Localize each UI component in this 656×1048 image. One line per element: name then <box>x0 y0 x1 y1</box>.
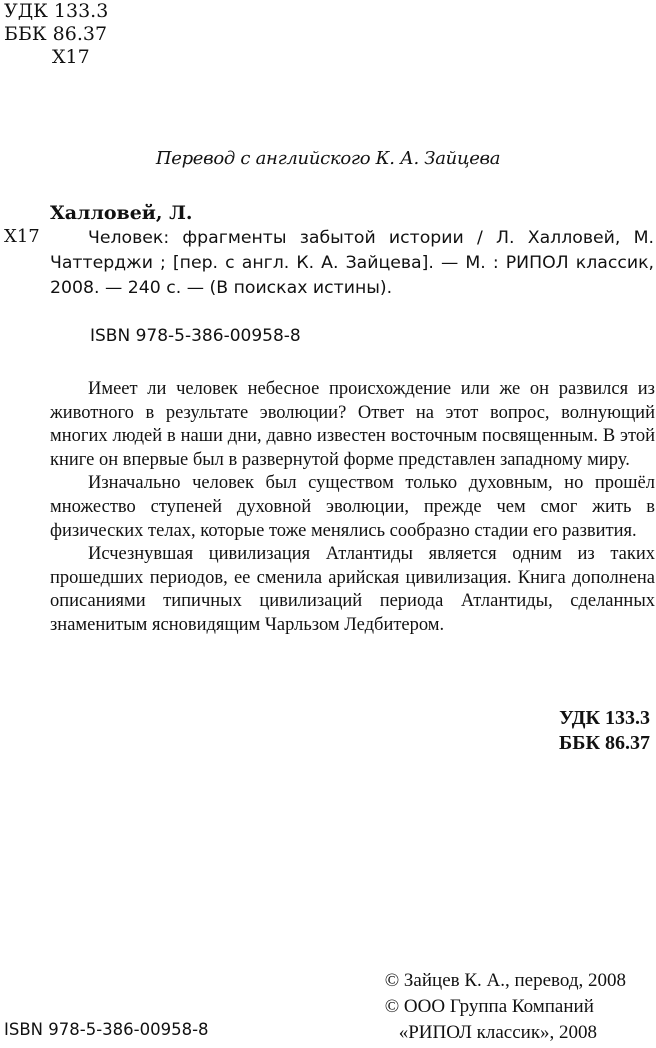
copyright-line: © ООО Группа Компаний <box>384 996 594 1017</box>
copyright-block <box>385 968 626 1046</box>
copyright-line: «РИПОЛ классик», 2008 <box>398 1022 598 1043</box>
abstract-paragraph: Изначально человек был существом только духовным, но прошёл множество ступеней духовной эволюции, прежде чем смог жить в физических телах, которые тоже менялись сообразно стадии его развития. <box>50 473 655 541</box>
isbn-record: ISBN 978-5-386-00958-8 <box>90 326 301 346</box>
abstract-paragraph: Исчезнувшая цивилизация Атлантиды является одним из таких прошедших периодов, ее сменила арийская цивилизация. Книга дополнена описаниями типичных цивилизаций периода Атлантиды, сделанных знаменитым ясновидящим Чарльзом Ледбитером. <box>50 544 655 635</box>
bibliographic-description <box>50 226 654 301</box>
classification-codes <box>559 706 650 756</box>
isbn-footer: ISBN 978-5-386-00958-8 <box>4 1020 209 1039</box>
author-heading: Халловей, Л. <box>50 202 193 224</box>
description-text: Человек: фрагменты забытой истории / Л. Халловей, М. Чаттерджи ; [пер. с англ. К. А. Зайцева]. — М. : РИПОЛ классик, 2008. — 240 с. — (В поисках истины). <box>50 228 654 298</box>
bbk-code-top: ББК 86.37 <box>4 23 108 45</box>
author-mark-top: Х17 <box>52 46 90 68</box>
abstract <box>50 378 655 638</box>
udk-code: УДК 133.3 <box>559 707 650 729</box>
translator-note: Перевод с английского К. А. Зайцева <box>155 148 501 169</box>
abstract-paragraph: Имеет ли человек небесное происхождение или же он развился из животного в результате эволюции? Ответ на этот вопрос, волнующий многих людей в наши дни, давно известен восточным посвященным. В этой книге он впервые был в развернутой форме представлен западному миру. <box>50 379 655 470</box>
copyright-line: © Зайцев К. А., перевод, 2008 <box>384 970 626 991</box>
author-mark: Х17 <box>4 226 40 247</box>
udk-code-top: УДК 133.3 <box>4 0 109 22</box>
bbk-code: ББК 86.37 <box>559 732 650 754</box>
